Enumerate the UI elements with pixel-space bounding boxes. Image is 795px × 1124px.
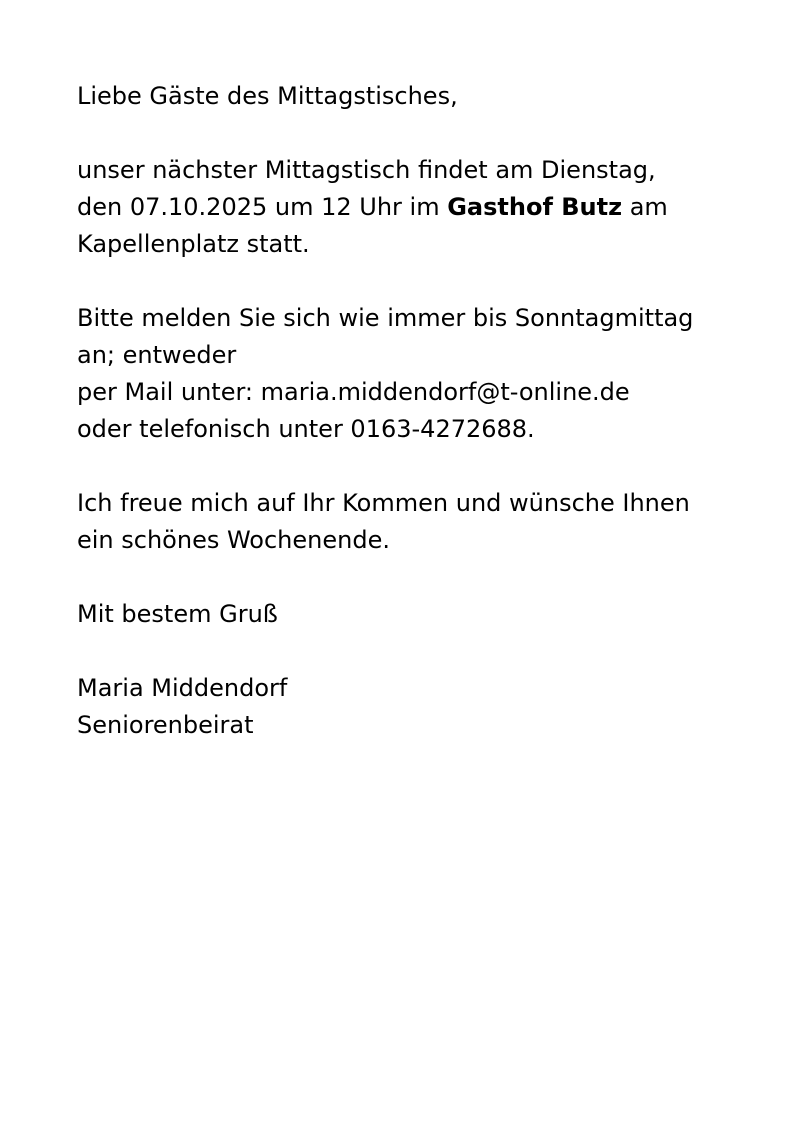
paragraph-spacer (77, 559, 767, 596)
paragraph-spacer (77, 263, 767, 300)
venue-name: Gasthof Butz (447, 193, 623, 221)
paragraph-spacer (77, 633, 767, 670)
signature-name: Maria Middendorf (77, 674, 288, 702)
paragraph3-line1: Ich freue mich auf Ihr Kommen und wünsche Ihnen (77, 489, 690, 517)
paragraph1-line1: unser nächster Mittagstisch findet am Dienstag, (77, 156, 656, 184)
signature-role: Seniorenbeirat (77, 711, 254, 739)
closing: Mit bestem Gruß (77, 600, 278, 628)
paragraph-spacer (77, 448, 767, 485)
paragraph-spacer (77, 115, 767, 152)
paragraph2-line1: Bitte melden Sie sich wie immer bis Sonntagmittag (77, 304, 694, 332)
salutation: Liebe Gäste des Mittagstisches, (77, 82, 458, 110)
paragraph1-line2-end: am (622, 193, 668, 221)
paragraph1-line2-start: den 07.10.2025 um 12 Uhr im (77, 193, 448, 221)
paragraph2-line2: an; entweder (77, 341, 237, 369)
email-line: per Mail unter: maria.middendorf@t-online.de (77, 378, 630, 406)
paragraph3-line2: ein schönes Wochenende. (77, 526, 390, 554)
phone-line: oder telefonisch unter 0163-4272688. (77, 415, 535, 443)
paragraph1-line2 (77, 189, 767, 226)
letter-body (77, 78, 767, 744)
paragraph1-line3: Kapellenplatz statt. (77, 230, 310, 258)
